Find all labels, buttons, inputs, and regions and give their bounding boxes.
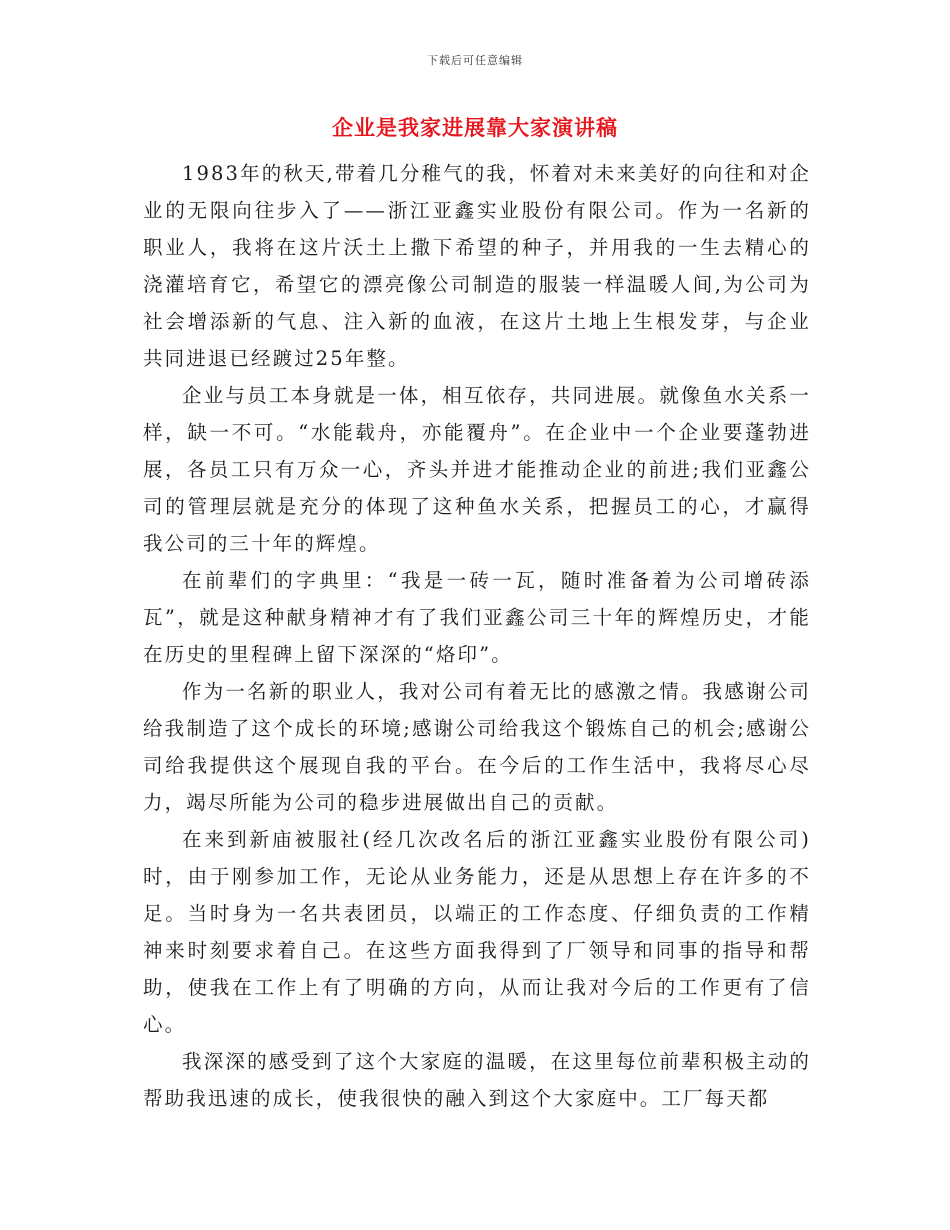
paragraph: 作为一名新的职业人，我对公司有着无比的感激之情。我感谢公司给我制造了这个成长的环境;感谢公司给我这个锻炼自己的机会;感谢公司给我提供这个展现自我的平台。在今后的工作生活中，我将尽心尽力，竭尽所能为公司的稳步进展做出自己的贡献。: [143, 680, 811, 814]
paragraph: 在来到新庙被服社(经几次改名后的浙江亚鑫实业股份有限公司)时，由于刚参加工作，无论从业务能力，还是从思想上存在许多的不足。当时身为一名共表团员，以端正的工作态度、仔细负责的工作精神来时刻要求着自己。在这些方面我得到了厂领导和同事的指导和帮助，使我在工作上有了明确的方向，从而让我对今后的工作更有了信心。: [143, 828, 811, 1036]
paragraph: 1983年的秋天,带着几分稚气的我，怀着对未来美好的向往和对企业的无限向往步入了——浙江亚鑫实业股份有限公司。作为一名新的职业人，我将在这片沃土上撒下希望的种子，并用我的一生去精心的浇灌培育它，希望它的漂亮像公司制造的服装一样温暖人间,为公司为社会增添新的气息、注入新的血液，在这片土地上生根发芽，与企业共同进退已经踱过25年整。: [143, 162, 811, 370]
paragraph: 我深深的感受到了这个大家庭的温暖，在这里每位前辈积极主动的帮助我迅速的成长，使我很快的融入到这个大家庭中。工厂每天都: [143, 1050, 811, 1110]
document-title: 企业是我家进展靠大家演讲稿: [332, 115, 618, 140]
paragraph: 在前辈们的字典里：“我是一砖一瓦，随时准备着为公司增砖添瓦”，就是这种献身精神才有了我们亚鑫公司三十年的辉煌历史，才能在历史的里程碑上留下深深的“烙印”。: [143, 569, 811, 666]
paragraph: 企业与员工本身就是一体，相互依存，共同进展。就像鱼水关系一样，缺一不可。“水能载舟，亦能覆舟”。在企业中一个企业要蓬勃进展，各员工只有万众一心，齐头并进才能推动企业的前进;我们亚鑫公司的管理层就是充分的体现了这种鱼水关系，把握员工的心，才赢得我公司的三十年的辉煌。: [143, 384, 811, 555]
document-body: [143, 155, 811, 1117]
header-note: 下载后可任意编辑: [427, 54, 523, 67]
